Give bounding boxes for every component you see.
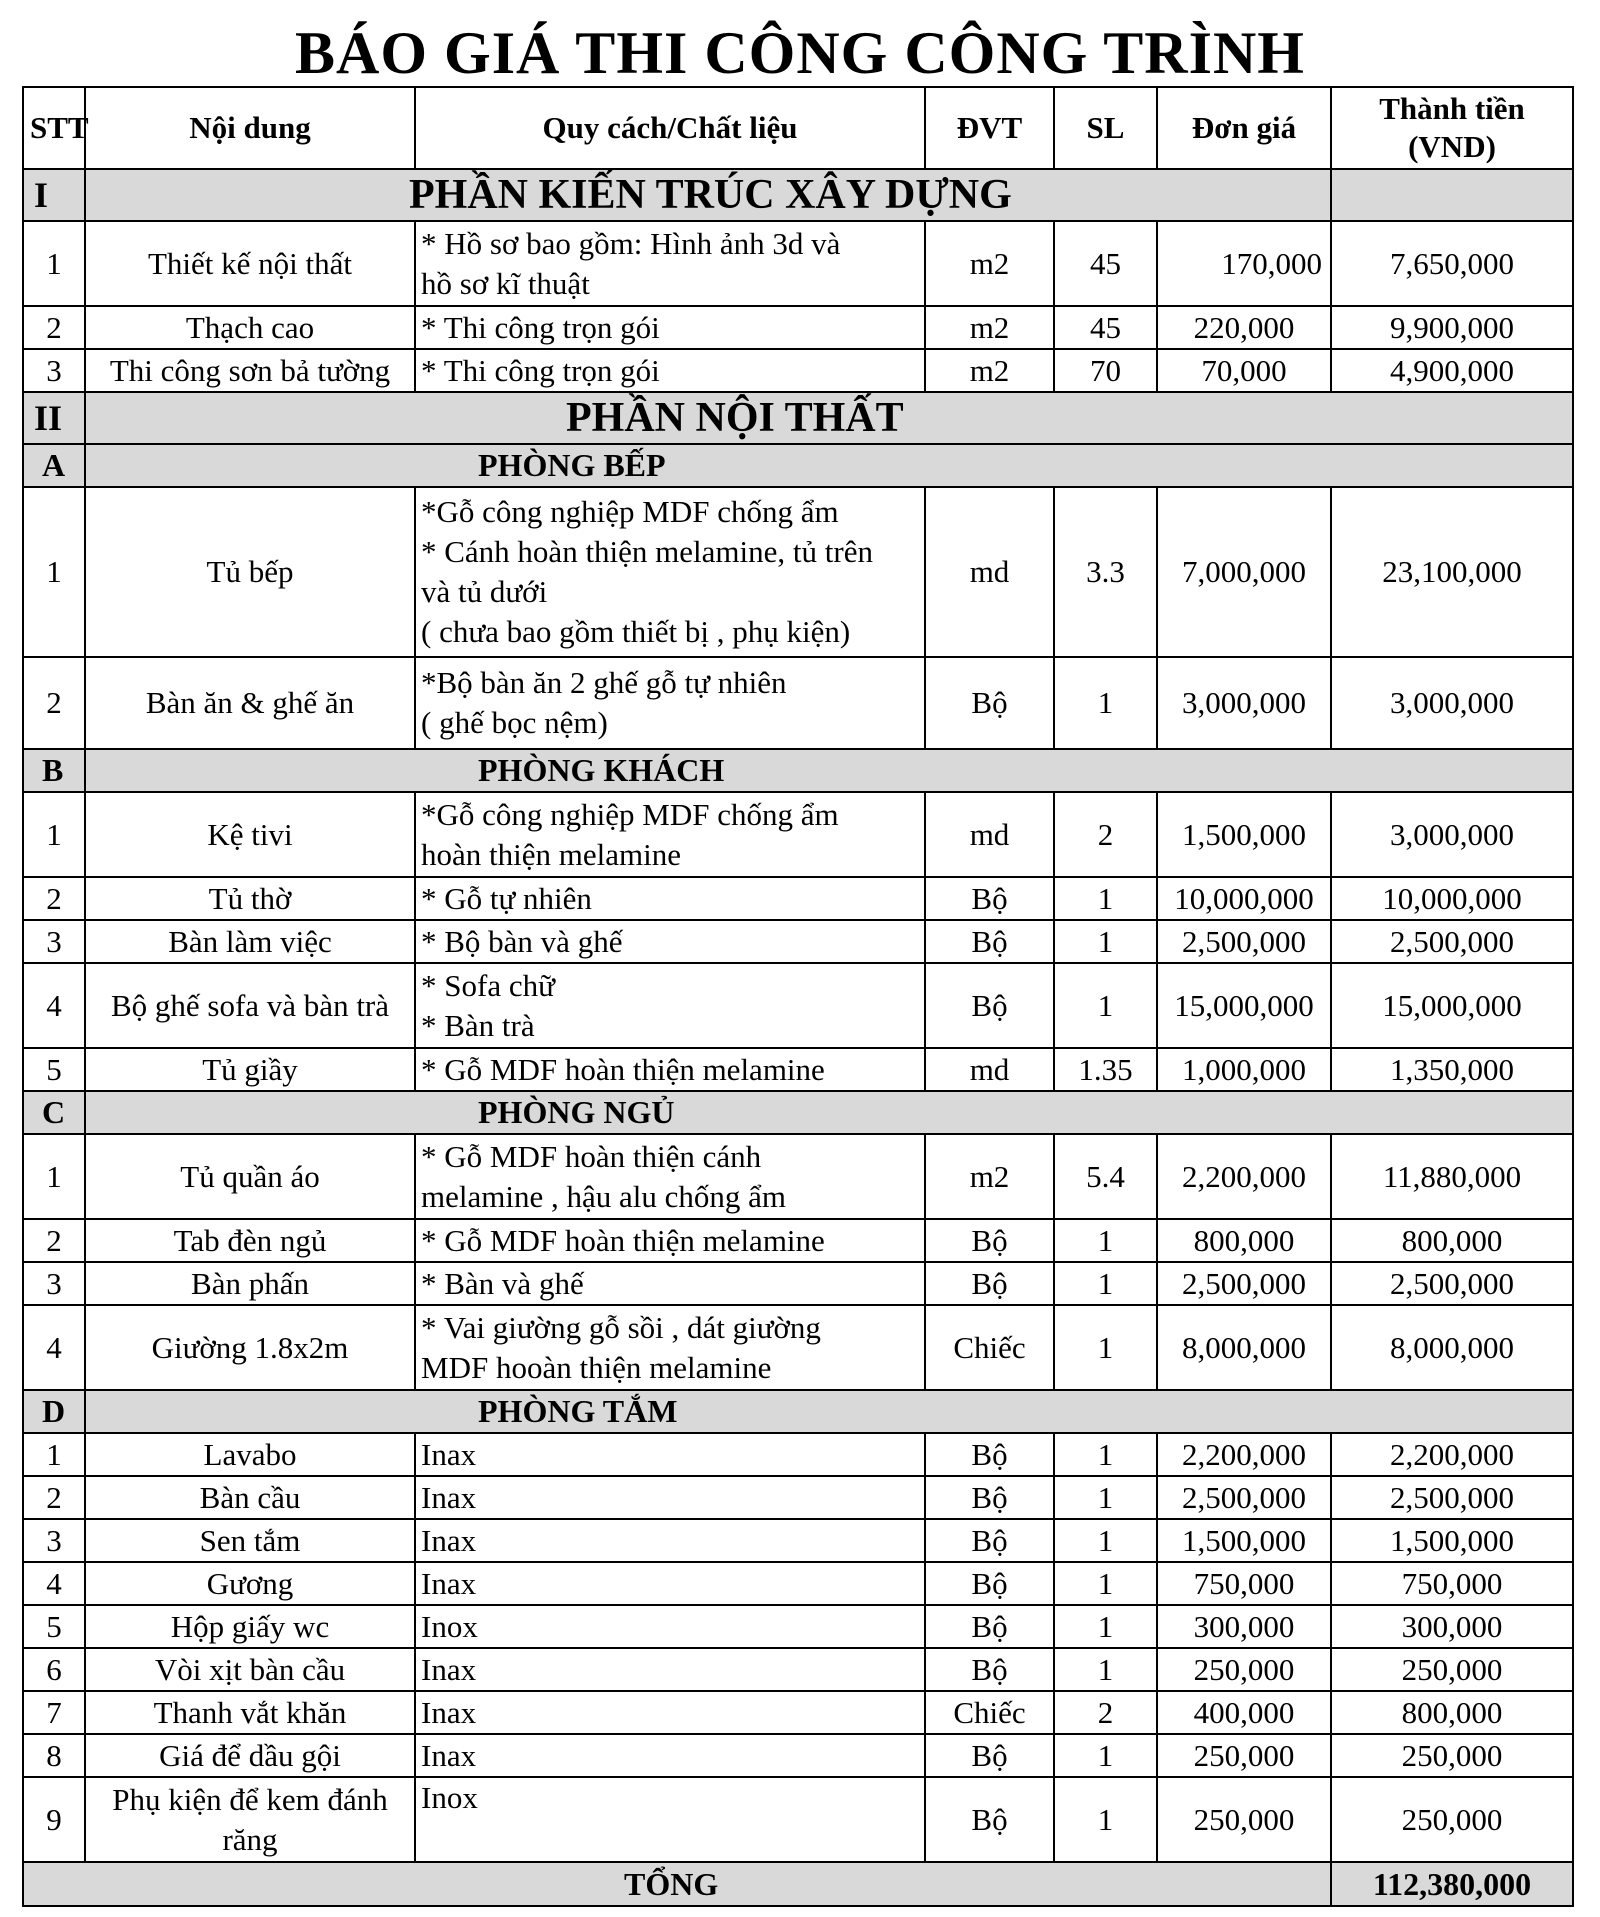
row-price: 2,200,000	[1157, 1433, 1331, 1476]
row-name: Hộp giấy wc	[85, 1605, 415, 1648]
row-spec	[415, 657, 925, 749]
row-dvt: Bộ	[925, 1519, 1054, 1562]
row-name: Sen tắm	[85, 1519, 415, 1562]
row-sl: 1	[1054, 657, 1157, 749]
row-dvt: Bộ	[925, 1777, 1054, 1862]
section-stt: B	[23, 749, 85, 792]
row-total: 8,000,000	[1331, 1305, 1573, 1390]
section-stt: D	[23, 1390, 85, 1433]
row-sl: 1	[1054, 963, 1157, 1048]
row-name: Bàn phấn	[85, 1262, 415, 1305]
table-row	[23, 920, 1573, 963]
row-stt: 3	[23, 920, 85, 963]
row-price: 7,000,000	[1157, 487, 1331, 657]
table-row	[23, 657, 1573, 749]
row-dvt: Bộ	[925, 1433, 1054, 1476]
row-stt: 1	[23, 1134, 85, 1219]
row-total: 3,000,000	[1331, 657, 1573, 749]
row-stt: 1	[23, 221, 85, 306]
row-total: 250,000	[1331, 1734, 1573, 1777]
row-price: 10,000,000	[1157, 877, 1331, 920]
row-dvt: md	[925, 1048, 1054, 1091]
spec-line: * Cánh hoàn thiện melamine, tủ trên	[421, 534, 873, 569]
row-stt: 4	[23, 963, 85, 1048]
row-price: 70,000	[1157, 349, 1331, 392]
section-row-b	[23, 749, 1573, 792]
row-stt: 1	[23, 1433, 85, 1476]
row-total: 2,500,000	[1331, 920, 1573, 963]
table-row	[23, 1262, 1573, 1305]
row-name: Kệ tivi	[85, 792, 415, 877]
row-spec	[415, 221, 925, 306]
row-spec: Inax	[415, 1734, 925, 1777]
row-total: 250,000	[1331, 1648, 1573, 1691]
row-price: 250,000	[1157, 1648, 1331, 1691]
section-label: PHÒNG TẮM	[85, 1390, 1573, 1433]
row-sl: 1.35	[1054, 1048, 1157, 1091]
row-price: 1,000,000	[1157, 1048, 1331, 1091]
section-stt: A	[23, 444, 85, 487]
spec-line: * Vai giường gỗ sồi , dát giường	[421, 1309, 821, 1345]
table-row	[23, 1134, 1573, 1219]
row-name: Thiết kế nội thất	[85, 221, 415, 306]
row-total: 2,200,000	[1331, 1433, 1573, 1476]
row-name: Thi công sơn bả tường	[85, 349, 415, 392]
table-row	[23, 1048, 1573, 1091]
row-price: 2,500,000	[1157, 920, 1331, 963]
spec-line: *Bộ bàn ăn 2 ghế gỗ tự nhiên	[421, 665, 787, 700]
row-dvt: Chiếc	[925, 1305, 1054, 1390]
row-dvt: Bộ	[925, 1219, 1054, 1262]
row-name: Bộ ghế sofa và bàn trà	[85, 963, 415, 1048]
row-total: 10,000,000	[1331, 877, 1573, 920]
row-total: 1,350,000	[1331, 1048, 1573, 1091]
spec-line: *Gỗ công nghiệp MDF chống ẩm	[421, 796, 839, 832]
row-sl: 1	[1054, 1262, 1157, 1305]
table-row	[23, 963, 1573, 1048]
row-name: Tủ bếp	[85, 487, 415, 657]
section-stt: I	[23, 169, 85, 221]
col-header-thanh-tien-line1: Thành tiền	[1379, 91, 1525, 126]
spec-line: ( ghế bọc nệm)	[421, 705, 608, 740]
row-sl: 70	[1054, 349, 1157, 392]
row-name: Tủ quần áo	[85, 1134, 415, 1219]
spec-line: ( chưa bao gồm thiết bị , phụ kiện)	[421, 614, 851, 649]
row-dvt: Bộ	[925, 920, 1054, 963]
total-label: TỔNG	[23, 1862, 1331, 1906]
table-row	[23, 1519, 1573, 1562]
row-stt: 5	[23, 1605, 85, 1648]
row-dvt: Bộ	[925, 963, 1054, 1048]
spec-line: MDF hooàn thiện melamine	[421, 1349, 772, 1385]
name-line: răng	[222, 1821, 278, 1857]
spec-line: * Sofa chữ	[421, 967, 555, 1003]
row-spec: Inax	[415, 1691, 925, 1734]
row-price: 15,000,000	[1157, 963, 1331, 1048]
row-spec: * Bàn và ghế	[415, 1262, 925, 1305]
row-price: 1,500,000	[1157, 1519, 1331, 1562]
row-stt: 8	[23, 1734, 85, 1777]
row-price: 800,000	[1157, 1219, 1331, 1262]
row-price: 170,000	[1157, 221, 1331, 306]
col-header-don-gia: Đơn giá	[1157, 87, 1331, 169]
row-spec: Inox	[415, 1605, 925, 1648]
row-total: 300,000	[1331, 1605, 1573, 1648]
row-dvt: Bộ	[925, 657, 1054, 749]
row-total: 7,650,000	[1331, 221, 1573, 306]
total-row	[23, 1862, 1573, 1906]
row-name: Bàn ăn & ghế ăn	[85, 657, 415, 749]
row-dvt: Bộ	[925, 1262, 1054, 1305]
spec-line: * Hồ sơ bao gồm: Hình ảnh 3d và	[421, 225, 841, 261]
row-sl: 1	[1054, 1433, 1157, 1476]
row-name: Tab đèn ngủ	[85, 1219, 415, 1262]
row-dvt: m2	[925, 349, 1054, 392]
section-row-d	[23, 1390, 1573, 1433]
row-name: Tủ thờ	[85, 877, 415, 920]
row-name: Thanh vắt khăn	[85, 1691, 415, 1734]
spec-line: hoàn thiện melamine	[421, 836, 681, 872]
quotation-table	[22, 86, 1574, 1907]
total-value: 112,380,000	[1331, 1862, 1573, 1906]
row-total: 2,500,000	[1331, 1262, 1573, 1305]
table-row	[23, 1777, 1573, 1862]
row-name: Giường 1.8x2m	[85, 1305, 415, 1390]
row-total: 3,000,000	[1331, 792, 1573, 877]
row-spec: * Thi công trọn gói	[415, 349, 925, 392]
row-stt: 3	[23, 1519, 85, 1562]
row-name: Tủ giầy	[85, 1048, 415, 1091]
section-stt: C	[23, 1091, 85, 1134]
row-stt: 4	[23, 1305, 85, 1390]
row-spec	[415, 792, 925, 877]
spec-line: *Gỗ công nghiệp MDF chống ẩm	[421, 494, 839, 529]
row-stt: 2	[23, 877, 85, 920]
row-stt: 2	[23, 1219, 85, 1262]
row-name: Vòi xịt bàn cầu	[85, 1648, 415, 1691]
row-price: 2,200,000	[1157, 1134, 1331, 1219]
table-row	[23, 1691, 1573, 1734]
row-stt: 3	[23, 1262, 85, 1305]
spec-line: hồ sơ kĩ thuật	[421, 265, 590, 301]
col-header-sl: SL	[1054, 87, 1157, 169]
section-label: PHẦN KIẾN TRÚC XÂY DỰNG	[85, 169, 1331, 221]
row-total: 4,900,000	[1331, 349, 1573, 392]
row-dvt: Bộ	[925, 1562, 1054, 1605]
section-label: PHÒNG KHÁCH	[85, 749, 1573, 792]
table-row	[23, 792, 1573, 877]
row-price: 300,000	[1157, 1605, 1331, 1648]
row-sl: 1	[1054, 1519, 1157, 1562]
row-spec: * Thi công trọn gói	[415, 306, 925, 349]
row-stt: 6	[23, 1648, 85, 1691]
section-empty-cell	[1331, 169, 1573, 221]
section-row-i	[23, 169, 1573, 221]
row-dvt: m2	[925, 306, 1054, 349]
row-dvt: md	[925, 487, 1054, 657]
row-total: 800,000	[1331, 1219, 1573, 1262]
table-row	[23, 221, 1573, 306]
row-total: 750,000	[1331, 1562, 1573, 1605]
row-spec: * Gỗ MDF hoàn thiện melamine	[415, 1219, 925, 1262]
row-sl: 2	[1054, 792, 1157, 877]
row-spec: Inax	[415, 1476, 925, 1519]
row-total: 1,500,000	[1331, 1519, 1573, 1562]
row-stt: 2	[23, 657, 85, 749]
spec-line: melamine , hậu alu chống ẩm	[421, 1178, 786, 1214]
row-sl: 1	[1054, 1605, 1157, 1648]
row-name: Giá để dầu gội	[85, 1734, 415, 1777]
row-price: 1,500,000	[1157, 792, 1331, 877]
row-price: 2,500,000	[1157, 1476, 1331, 1519]
row-sl: 1	[1054, 1305, 1157, 1390]
row-spec	[415, 1305, 925, 1390]
row-sl: 45	[1054, 221, 1157, 306]
row-dvt: Bộ	[925, 1734, 1054, 1777]
row-stt: 9	[23, 1777, 85, 1862]
section-stt: II	[23, 392, 85, 444]
row-sl: 1	[1054, 1562, 1157, 1605]
row-total: 2,500,000	[1331, 1476, 1573, 1519]
row-stt: 2	[23, 306, 85, 349]
table-row	[23, 1734, 1573, 1777]
row-price: 250,000	[1157, 1734, 1331, 1777]
row-sl: 1	[1054, 1734, 1157, 1777]
table-row	[23, 877, 1573, 920]
spec-line: * Bàn trà	[421, 1007, 535, 1043]
row-price: 250,000	[1157, 1777, 1331, 1862]
page-title: BÁO GIÁ THI CÔNG CÔNG TRÌNH	[295, 20, 1305, 86]
col-header-thanh-tien	[1331, 87, 1573, 169]
row-name	[85, 1777, 415, 1862]
row-total: 800,000	[1331, 1691, 1573, 1734]
row-sl: 45	[1054, 306, 1157, 349]
row-sl: 1	[1054, 1219, 1157, 1262]
section-label: PHÒNG NGỦ	[85, 1091, 1573, 1134]
spec-line: * Gỗ MDF hoàn thiện cánh	[421, 1138, 762, 1174]
row-dvt: Bộ	[925, 1605, 1054, 1648]
col-header-noi-dung: Nội dung	[85, 87, 415, 169]
row-spec: Inax	[415, 1519, 925, 1562]
spec-line: và tủ dưới	[421, 574, 548, 609]
row-price: 8,000,000	[1157, 1305, 1331, 1390]
section-row-a	[23, 444, 1573, 487]
row-spec	[415, 487, 925, 657]
row-dvt: Bộ	[925, 877, 1054, 920]
table-row	[23, 1605, 1573, 1648]
row-price: 3,000,000	[1157, 657, 1331, 749]
row-name: Lavabo	[85, 1433, 415, 1476]
row-dvt: Chiếc	[925, 1691, 1054, 1734]
row-total: 9,900,000	[1331, 306, 1573, 349]
table-row	[23, 1305, 1573, 1390]
col-header-stt: STT	[23, 87, 85, 169]
row-sl: 1	[1054, 1648, 1157, 1691]
row-stt: 7	[23, 1691, 85, 1734]
row-total: 250,000	[1331, 1777, 1573, 1862]
row-total: 15,000,000	[1331, 963, 1573, 1048]
row-name: Gương	[85, 1562, 415, 1605]
row-stt: 1	[23, 487, 85, 657]
row-spec: Inax	[415, 1648, 925, 1691]
row-stt: 2	[23, 1476, 85, 1519]
row-spec: * Gỗ MDF hoàn thiện melamine	[415, 1048, 925, 1091]
header-row	[23, 87, 1573, 169]
section-row-c	[23, 1091, 1573, 1134]
row-total: 23,100,000	[1331, 487, 1573, 657]
row-sl: 1	[1054, 877, 1157, 920]
section-label: PHẦN NỘI THẤT	[85, 392, 1573, 444]
row-stt: 3	[23, 349, 85, 392]
row-sl: 5.4	[1054, 1134, 1157, 1219]
col-header-thanh-tien-line2: (VND)	[1408, 129, 1496, 164]
table-row	[23, 1219, 1573, 1262]
row-stt: 1	[23, 792, 85, 877]
row-price: 400,000	[1157, 1691, 1331, 1734]
row-sl: 1	[1054, 1777, 1157, 1862]
row-dvt: m2	[925, 1134, 1054, 1219]
row-price: 750,000	[1157, 1562, 1331, 1605]
row-dvt: Bộ	[925, 1648, 1054, 1691]
row-name: Bàn cầu	[85, 1476, 415, 1519]
table-row	[23, 1562, 1573, 1605]
row-dvt: Bộ	[925, 1476, 1054, 1519]
section-row-ii	[23, 392, 1573, 444]
row-sl: 1	[1054, 920, 1157, 963]
row-price: 220,000	[1157, 306, 1331, 349]
row-name: Bàn làm việc	[85, 920, 415, 963]
row-spec: * Gỗ tự nhiên	[415, 877, 925, 920]
table-row	[23, 306, 1573, 349]
row-price: 2,500,000	[1157, 1262, 1331, 1305]
row-spec: Inax	[415, 1562, 925, 1605]
table-row	[23, 349, 1573, 392]
row-spec: Inox	[415, 1777, 925, 1862]
row-stt: 5	[23, 1048, 85, 1091]
table-row	[23, 487, 1573, 657]
row-spec: Inax	[415, 1433, 925, 1476]
row-stt: 4	[23, 1562, 85, 1605]
section-label: PHÒNG BẾP	[85, 444, 1573, 487]
table-row	[23, 1648, 1573, 1691]
col-header-dvt: ĐVT	[925, 87, 1054, 169]
col-header-quy-cach: Quy cách/Chất liệu	[415, 87, 925, 169]
row-sl: 3.3	[1054, 487, 1157, 657]
table-row	[23, 1433, 1573, 1476]
row-spec	[415, 1134, 925, 1219]
row-dvt: m2	[925, 221, 1054, 306]
row-sl: 1	[1054, 1476, 1157, 1519]
row-name: Thạch cao	[85, 306, 415, 349]
row-spec: * Bộ bàn và ghế	[415, 920, 925, 963]
row-spec	[415, 963, 925, 1048]
row-total: 11,880,000	[1331, 1134, 1573, 1219]
name-line: Phụ kiện để kem đánh	[112, 1781, 388, 1817]
row-dvt: md	[925, 792, 1054, 877]
row-sl: 2	[1054, 1691, 1157, 1734]
table-row	[23, 1476, 1573, 1519]
